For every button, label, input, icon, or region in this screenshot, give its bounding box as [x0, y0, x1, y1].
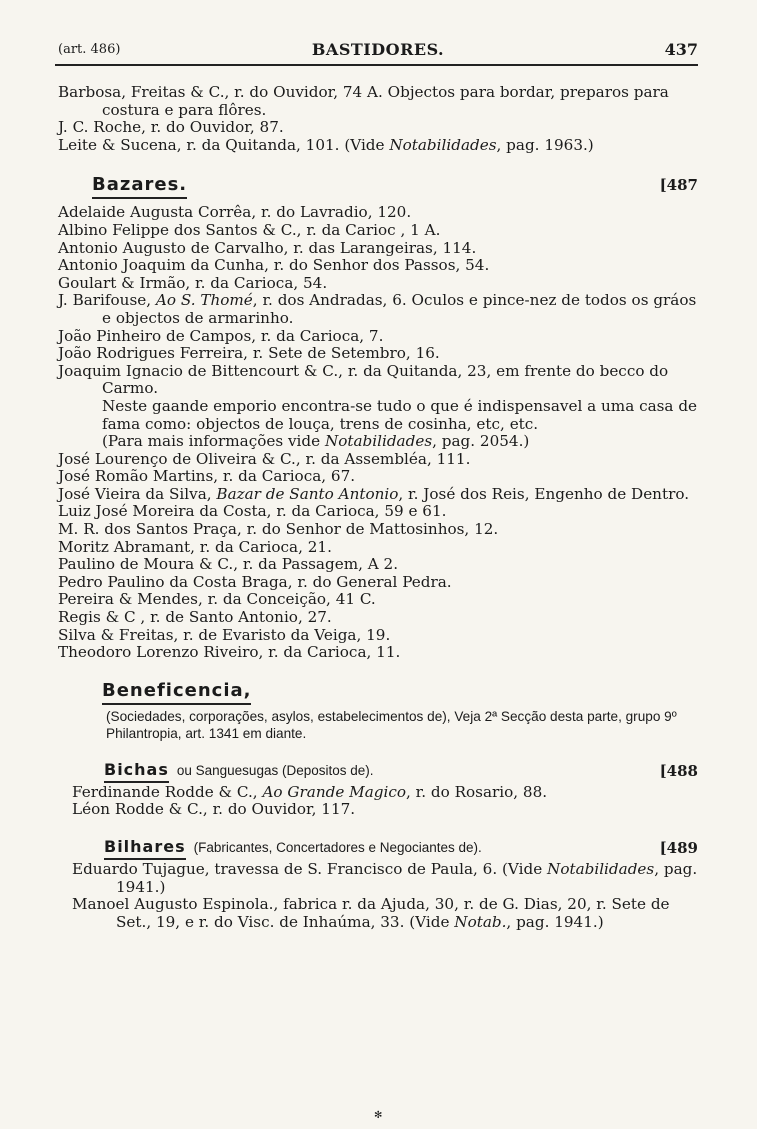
list-item: Eduardo Tujague, travessa de S. Francisco de Paula, 6. (Vide Notabilidades, pag. 1941.) [72, 860, 698, 896]
list-item: Adelaide Augusta Corrêa, r. do Lavradio, 120. [58, 203, 412, 222]
list-item: José Romão Martins, r. da Carioca, 67. [58, 467, 356, 486]
paragraph: (Sociedades, corporações, asylos, estabelecimentos de), Veja 2ª Secção desta parte, grupo 9º Philantropia, art. 1341 em diante. [106, 708, 677, 741]
list-item: José Lourenço de Oliveira & C., r. da Assembléa, 111. [58, 449, 471, 468]
section-title: Beneficencia, [102, 679, 252, 701]
list-item: Theodoro Lorenzo Riveiro, r. da Carioca, 11. [58, 643, 401, 662]
list-item: Pereira & Mendes, r. da Conceição, 41 C. [58, 590, 376, 609]
list-item: Manoel Augusto Espinola., fabrica r. da Ajuda, 30, r. de G. Dias, 20, r. Sete de Set., 19, e r. do Visc. de Inhaúma, 33. (Vide Notab., pag. 1941.) [72, 895, 670, 931]
list-item: Regis & C , r. de Santo Antonio, 27. [58, 608, 332, 627]
running-header [58, 40, 698, 62]
ornament: ✻ [374, 1110, 383, 1121]
bazares-list [58, 204, 698, 398]
list-item: Barbosa, Freitas & C., r. do Ouvidor, 74 A. Objectos para bordar, preparos para costura e para flôres. [58, 83, 669, 119]
list-item: Silva & Freitas, r. de Evaristo da Veiga, 19. [58, 625, 391, 644]
paragraph: Neste gaande emporio encontra-se tudo o que é indispensavel a uma casa de fama como: objectos de louça, trens de cosinha, etc, etc. [102, 396, 698, 433]
section-subtitle: (Fabricantes, Concertadores e Negociantes de). [193, 840, 482, 855]
list-item: Luiz José Moreira da Costa, r. da Carioca, 59 e 61. [58, 502, 447, 521]
list-item: Paulino de Moura & C., r. da Passagem, A 2. [58, 555, 399, 574]
list-item: João Rodrigues Ferreira, r. Sete de Setembro, 16. [58, 344, 440, 363]
list-item: J. C. Roche, r. do Ouvidor, 87. [58, 118, 284, 137]
paragraph: (Para mais informações vide Notabilidades, pag. 2054.) [102, 432, 530, 451]
bazares-list-continued [58, 451, 698, 662]
header-rule [55, 64, 698, 66]
list-item: Antonio Joaquim da Cunha, r. do Senhor dos Passos, 54. [58, 256, 490, 275]
page-title: BASTIDORES. [311, 40, 445, 59]
list-item: Pedro Paulino da Costa Braga, r. do General Pedra. [58, 572, 452, 591]
section-header-beneficencia [58, 680, 698, 704]
list-item: Goulart & Irmão, r. da Carioca, 54. [58, 273, 328, 292]
list-item: Albino Felippe dos Santos & C., r. da Carioc , 1 A. [58, 220, 441, 239]
section-header-bichas [58, 760, 698, 784]
list-item: Moritz Abramant, r. da Carioca, 21. [58, 537, 332, 556]
section-subtitle: ou Sanguesugas (Depositos de). [176, 762, 374, 778]
list-item: Joaquim Ignacio de Bittencourt & C., r. da Quitanda, 23, em frente do becco do Carmo. [58, 361, 669, 398]
section-title: Bazares. [92, 174, 188, 196]
list-item: João Pinheiro de Campos, r. da Carioca, 7. [58, 326, 384, 345]
list-item: José Vieira da Silva, Bazar de Santo Antonio, r. José dos Reis, Engenho de Dentro. [58, 484, 690, 503]
section-header-bazares [58, 174, 698, 200]
list-item: M. R. dos Santos Praça, r. do Senhor de Mattosinhos, 12. [58, 520, 499, 539]
section-title: Bilhares [104, 837, 186, 856]
list-item: Léon Rodde & C., r. do Ouvidor, 117. [72, 800, 356, 819]
list-item: Ferdinande Rodde & C., Ao Grande Magico, r. do Rosario, 88. [72, 782, 548, 801]
list-item: Leite & Sucena, r. da Quitanda, 101. (Vide Notabilidades, pag. 1963.) [58, 135, 594, 154]
section-number: [489 [659, 839, 698, 857]
list-item: Antonio Augusto de Carvalho, r. das Larangeiras, 114. [58, 238, 477, 257]
section-number: [488 [659, 761, 698, 780]
section-header-bilhares [58, 837, 698, 861]
page-number: 437 [664, 40, 698, 59]
article-range: (art. 486) [58, 42, 121, 57]
section-title: Bichas [104, 759, 169, 779]
directory-content [58, 84, 698, 931]
section-number: [487 [659, 176, 698, 195]
list-item: J. Barifouse, Ao S. Thomé, r. dos Andradas, 6. Oculos e pince-nez de todos os gráos e objectos de armarinho. [58, 291, 697, 327]
